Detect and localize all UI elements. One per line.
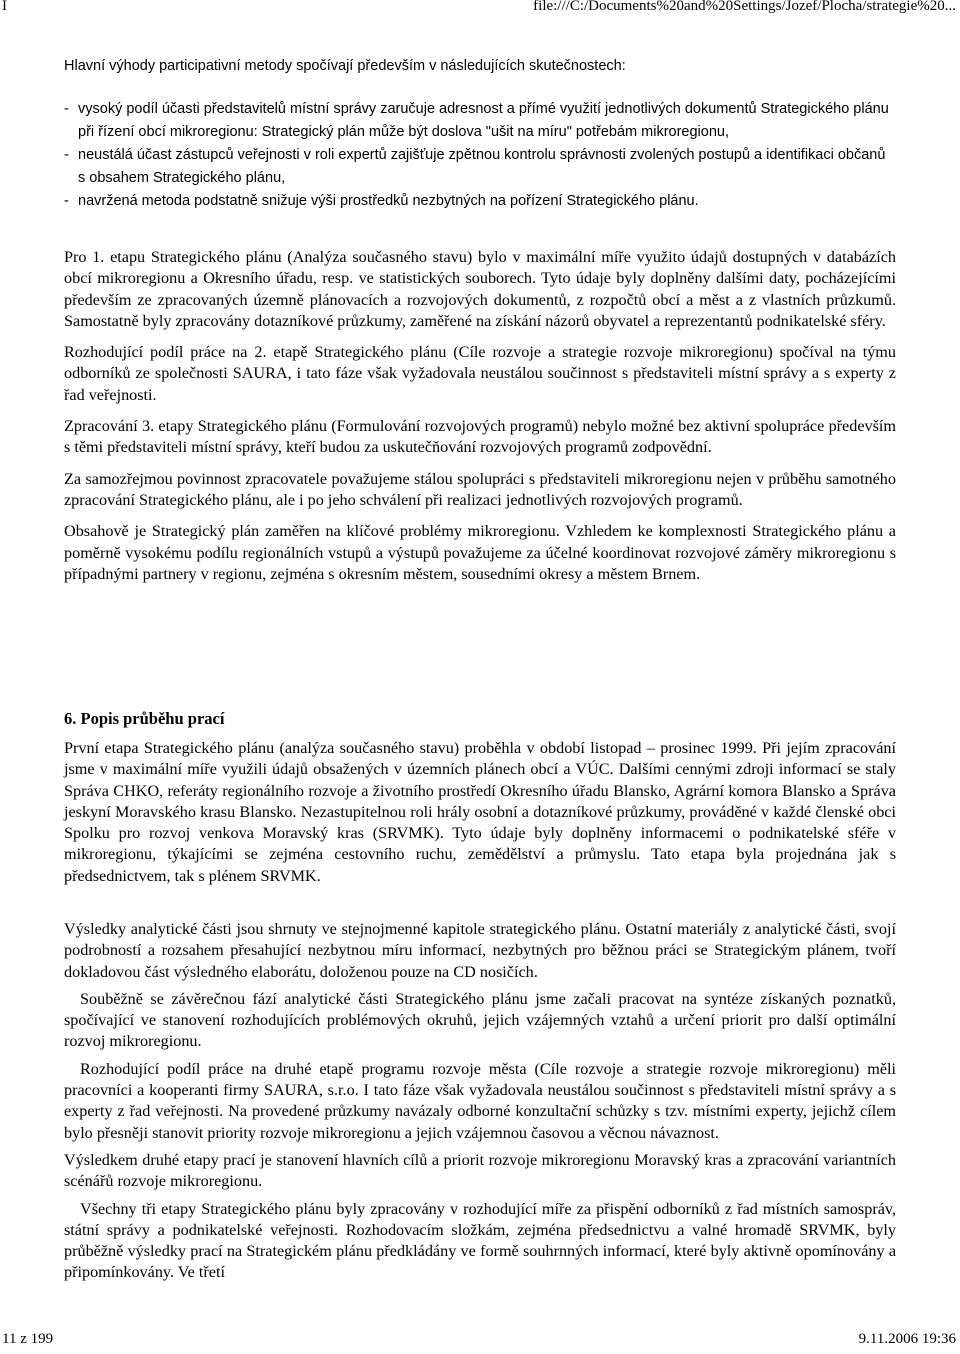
paragraph: Pro 1. etapu Strategického plánu (Analýza současného stavu) bylo v maximální míře využito údajů dostupných v databázích obcí mikroregionu a Okresního úřadu, resp. ve statistických souborech. Tyto údaje byly doplněny dalšími daty, pocházejícími především ze zpracovaných územně plánovacích a rozvojových dokumentů, z rozpočtů obcí a měst a z vlastních průzkumů. Samostatně byly zpracovány dotazníkové průzkumy, zaměřené na získání názorů obyvatel a reprezentantů podnikatelské sféry.: [64, 248, 896, 330]
list-item-text: navržená metoda podstatně snižuje výši prostředků nezbytných na pořízení Strategického plánu.: [78, 193, 699, 209]
advantages-list: [64, 98, 896, 213]
paragraph: Všechny tři etapy Strategického plánu byly zpracovány v rozhodující míře za přispění odborníků z řad místních samospráv, státní správy a podnikatelské veřejnosti. Rozhodovacím složkám, zejména předsednictvu a valné hromadě SRVMK, byly průběžně výsledky prací na Strategickém plánu předkládány ve formě souhrnných informací, které byly aktivně opomínovány a připomínkovány. Ve třetí: [64, 1199, 896, 1282]
methodology-section: [64, 247, 896, 585]
list-item-text: vysoký podíl účasti představitelů místní správy zaručuje adresnost a přímé využití jednotlivých dokumentů Strategického plánu při řízení obcí mikroregionu: Strategický plán může být doslova "ušit na míru" potřebám mikroregionu,: [78, 101, 889, 140]
header-page-marker: I: [2, 0, 7, 14]
results-section: [64, 919, 896, 1284]
page-counter: 11 z 199: [2, 1331, 54, 1347]
list-item: - vysoký podíl účasti představitelů místní správy zaručuje adresnost a přímé využití jednotlivých dokumentů Strategického plánu při řízení obcí mikroregionu: Strategický plán může být doslova "ušit na míru" potřebám mikroregionu,: [64, 101, 889, 140]
section-heading: 6. Popis průběhu prací: [64, 709, 225, 728]
paragraph: Obsahově je Strategický plán zaměřen na klíčové problémy mikroregionu. Vzhledem ke komplexnosti Strategického plánu a poměrně vysokému podílu regionálních vstupů a výstupů považujeme za účelné koordinovat rozvojové záměry mikroregionu s případnými partnery v regionu, zejména s okresním městem, sousedními okresy a městem Brnem.: [64, 522, 896, 583]
paragraph: Zpracování 3. etapy Strategického plánu (Formulování rozvojových programů) nebylo možné bez aktivní spolupráce především s těmi představiteli místní správy, kteří budou za uskutečňování rozvojových programů zodpovědní.: [64, 417, 896, 457]
paragraph: Rozhodující podíl práce na druhé etapě programu rozvoje města (Cíle rozvoje a strategie rozvoje mikroregionu) měli pracovníci a kooperanti firmy SAURA, s.r.o. I tato fáze však vyžadovala neustálou součinnost s představiteli místní správy a s experty z řad veřejnosti. Na provedené průzkumy navázaly odborné konzultační schůzky s tzv. místními experty, jejichž cílem bylo přesněji stanovit priority rozvoje mikroregionu a jejich vzájemnou časovou a věcnou návaznost.: [64, 1059, 896, 1142]
first-stage-paragraph: První etapa Strategického plánu (analýza současného stavu) proběhla v období listopad – prosinec 1999. Při jejím zpracování jsme v maximální míře využili údajů obsažených v územních plánech obcí a VÚC. Dalšími cennými zdroji informací se staly Správa CHKO, referáty regionálního rozvoje a životního prostředí Okresního úřadu Blansko, Agrární komora Blansko a Správa jeskyní Moravského krasu Blansko. Nezastupitelnou roli hrály osobní a dotazníkové průzkumy, prováděné v každé členské obci Spolku pro rozvoj venkova Moravský kras (SRVMK). Tyto údaje byly doplněny informacemi o podnikatelské sféře v mikroregionu, týkajícími se zejména cestovního ruchu, zemědělství a průmyslu. Tato etapa byla projednána jak s předsednictvem, tak s plénem SRVMK.: [64, 739, 896, 885]
paragraph: Souběžně se závěrečnou fází analytické části Strategického plánu jsme začali pracovat na syntéze získaných poznatků, spočívající ve stanovení rozhodujících problémových okruhů, jejich vzájemných vztahů a určení priorit pro další optimální rozvoj mikroregionu.: [64, 989, 896, 1051]
print-timestamp: 9.11.2006 19:36: [858, 1331, 956, 1347]
intro-text: Hlavní výhody participativní metody spočívají především v následujících skutečnostech:: [64, 58, 626, 74]
paragraph: Výsledky analytické části jsou shrnuty ve stejnojmenné kapitole strategického plánu. Ostatní materiály z analytické části, svojí podrobností a rozsahem přesahující nezbytnou míru informací, nezbytných pro běžnou práci se Strategickým plánem, tvoří dokladovou část výsledného elaborátu, doloženou pouze na CD nosičích.: [64, 920, 896, 981]
list-item: - navržená metoda podstatně snižuje výši prostředků nezbytných na pořízení Strategického plánu.: [64, 193, 699, 209]
list-item-text: neustálá účast zástupců veřejnosti v roli expertů zajišťuje zpětnou kontrolu správnosti zvolených postupů a identifikaci občanů s obsahem Strategického plánu,: [78, 147, 886, 186]
list-item: - neustálá účast zástupců veřejnosti v roli expertů zajišťuje zpětnou kontrolu správnosti zvolených postupů a identifikaci občanů s obsahem Strategického plánu,: [64, 147, 886, 186]
header-file-url: file:///C:/Documents%20and%20Settings/Jozef/Plocha/strategie%20...: [533, 0, 956, 14]
paragraph: Za samozřejmou povinnost zpracovatele považujeme stálou spolupráci s představiteli mikroregionu nejen v průběhu samotného zpracování Strategického plánu, ale i po jeho schválení při realizaci jednotlivých rozvojových programů.: [64, 469, 896, 509]
paragraph: Rozhodující podíl práce na 2. etapě Strategického plánu (Cíle rozvoje a strategie rozvoje mikroregionu) spočíval na týmu odborníků ze společnosti SAURA, i tato fáze však vyžadovala neustálou součinnost s představiteli místní správy a s experty z řad veřejnosti.: [64, 343, 896, 404]
paragraph: Výsledkem druhé etapy prací je stanovení hlavních cílů a priorit rozvoje mikroregionu Moravský kras a zpracování variantních scénářů rozvoje mikroregionu.: [64, 1150, 896, 1191]
